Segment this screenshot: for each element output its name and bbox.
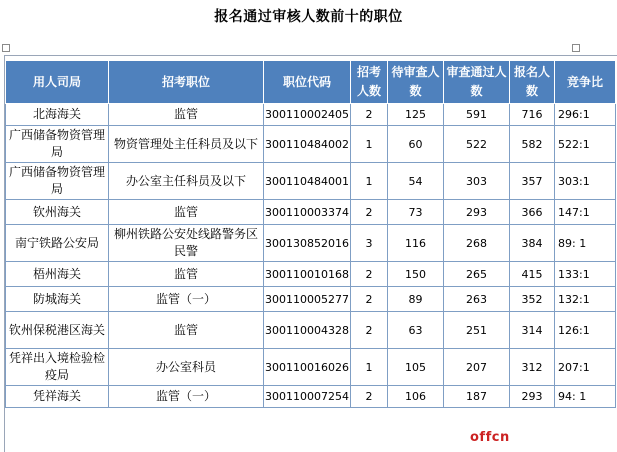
cell-pending: 89 (388, 287, 444, 312)
header-applied: 报名人数 (510, 61, 555, 104)
cell-position: 监管 (109, 104, 264, 126)
cell-code: 300110484002 (264, 126, 351, 163)
cell-quota: 2 (351, 262, 388, 287)
frame-corner-handle (572, 44, 580, 52)
cell-dept: 南宁铁路公安局 (6, 225, 109, 262)
cell-ratio: 303:1 (555, 163, 616, 200)
cell-quota: 2 (351, 312, 388, 349)
cell-position: 办公室主任科员及以下 (109, 163, 264, 200)
cell-dept: 钦州海关 (6, 200, 109, 225)
cell-applied: 384 (510, 225, 555, 262)
cell-quota: 1 (351, 126, 388, 163)
cell-passed: 207 (444, 349, 510, 386)
cell-applied: 415 (510, 262, 555, 287)
cell-code: 300110010168 (264, 262, 351, 287)
cell-pending: 150 (388, 262, 444, 287)
cell-applied: 716 (510, 104, 555, 126)
cell-position: 监管（一） (109, 287, 264, 312)
cell-quota: 2 (351, 104, 388, 126)
cell-pending: 106 (388, 386, 444, 408)
cell-ratio: 522:1 (555, 126, 616, 163)
cell-ratio: 89: 1 (555, 225, 616, 262)
header-passed: 审查通过人数 (444, 61, 510, 104)
header-pending: 待审查人数 (388, 61, 444, 104)
cell-dept: 梧州海关 (6, 262, 109, 287)
table-row (6, 349, 616, 386)
cell-position: 监管 (109, 262, 264, 287)
cell-pending: 125 (388, 104, 444, 126)
cell-ratio: 147:1 (555, 200, 616, 225)
cell-pending: 73 (388, 200, 444, 225)
cell-passed: 265 (444, 262, 510, 287)
cell-ratio: 296:1 (555, 104, 616, 126)
table-row (6, 287, 616, 312)
cell-code: 300110002405 (264, 104, 351, 126)
cell-ratio: 94: 1 (555, 386, 616, 408)
cell-dept: 防城海关 (6, 287, 109, 312)
cell-dept: 凭祥出入境检验检疫局 (6, 349, 109, 386)
page-title: 报名通过审核人数前十的职位 (214, 9, 403, 25)
cell-passed: 293 (444, 200, 510, 225)
cell-ratio: 126:1 (555, 312, 616, 349)
header-code: 职位代码 (264, 61, 351, 104)
cell-quota: 3 (351, 225, 388, 262)
cell-applied: 293 (510, 386, 555, 408)
cell-code: 300110004328 (264, 312, 351, 349)
table-row (6, 126, 616, 163)
cell-passed: 303 (444, 163, 510, 200)
cell-position: 监管（一） (109, 386, 264, 408)
cell-applied: 357 (510, 163, 555, 200)
positions-table (5, 60, 616, 408)
cell-position: 办公室科员 (109, 349, 264, 386)
table-row (6, 163, 616, 200)
table-row (6, 200, 616, 225)
cell-passed: 251 (444, 312, 510, 349)
header-dept: 用人司局 (6, 61, 109, 104)
table-row (6, 312, 616, 349)
table-row (6, 225, 616, 262)
table-row (6, 386, 616, 408)
cell-code: 300110003374 (264, 200, 351, 225)
header-quota: 招考人数 (351, 61, 388, 104)
cell-dept: 广西储备物资管理局 (6, 163, 109, 200)
cell-code: 300110007254 (264, 386, 351, 408)
cell-passed: 522 (444, 126, 510, 163)
header-position: 招考职位 (109, 61, 264, 104)
cell-pending: 116 (388, 225, 444, 262)
cell-dept: 钦州保税港区海关 (6, 312, 109, 349)
cell-position: 物资管理处主任科员及以下 (109, 126, 264, 163)
cell-applied: 312 (510, 349, 555, 386)
cell-quota: 1 (351, 163, 388, 200)
cell-position: 监管 (109, 200, 264, 225)
cell-code: 300130852016 (264, 225, 351, 262)
cell-passed: 591 (444, 104, 510, 126)
cell-quota: 2 (351, 200, 388, 225)
cell-passed: 187 (444, 386, 510, 408)
cell-code: 300110016026 (264, 349, 351, 386)
cell-position: 监管 (109, 312, 264, 349)
frame-corner-handle (2, 44, 10, 52)
cell-ratio: 207:1 (555, 349, 616, 386)
cell-code: 300110484001 (264, 163, 351, 200)
table-row (6, 104, 616, 126)
cell-dept: 凭祥海关 (6, 386, 109, 408)
cell-applied: 314 (510, 312, 555, 349)
cell-quota: 2 (351, 287, 388, 312)
cell-quota: 2 (351, 386, 388, 408)
cell-applied: 582 (510, 126, 555, 163)
cell-position: 柳州铁路公安处线路警务区民警 (109, 225, 264, 262)
table-row (6, 262, 616, 287)
cell-pending: 63 (388, 312, 444, 349)
cell-pending: 105 (388, 349, 444, 386)
cell-ratio: 133:1 (555, 262, 616, 287)
cell-applied: 366 (510, 200, 555, 225)
brand-watermark: offcn (470, 430, 510, 445)
cell-quota: 1 (351, 349, 388, 386)
cell-ratio: 132:1 (555, 287, 616, 312)
cell-code: 300110005277 (264, 287, 351, 312)
cell-pending: 60 (388, 126, 444, 163)
cell-applied: 352 (510, 287, 555, 312)
header-ratio: 竞争比 (555, 61, 616, 104)
cell-dept: 北海海关 (6, 104, 109, 126)
cell-passed: 263 (444, 287, 510, 312)
cell-dept: 广西储备物资管理局 (6, 126, 109, 163)
cell-pending: 54 (388, 163, 444, 200)
cell-passed: 268 (444, 225, 510, 262)
table-header-row (6, 61, 616, 104)
